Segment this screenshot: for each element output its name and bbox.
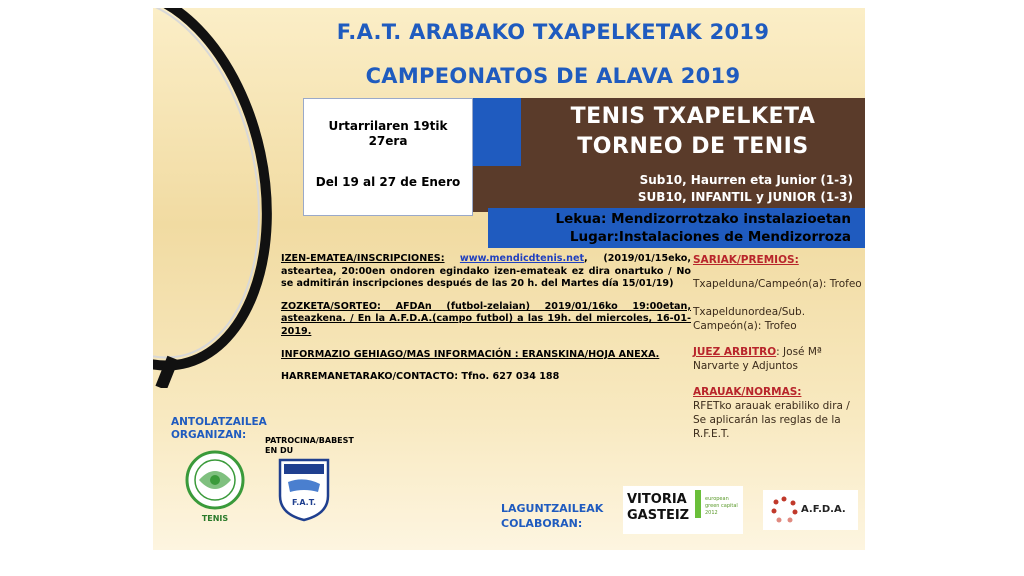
draw-label: ZOZKETA/SORTEO: [281, 300, 381, 312]
blue-accent-block [473, 98, 521, 166]
categories-spanish: SUB10, INFANTIL y JUNIOR (1-3) [637, 190, 853, 204]
categories-basque: Sub10, Haurren eta Junior (1-3) [639, 173, 853, 187]
date-spanish: Del 19 al 27 de Enero [315, 175, 461, 189]
inscriptions-label: IZEN-EMATEA/INSCRIPCIONES: [281, 253, 445, 264]
prize-first: Txapelduna/Campeón(a): Trofeo [693, 278, 862, 290]
vg-logo-tagline: european green capital 2012 [705, 496, 738, 516]
vg-logo-line1: VITORIA [627, 492, 687, 507]
inscriptions-text: , (2019/01/15eko, asteartea, 20:00en ondoren egindako izen-emateak ez dira onartuko / No se admitirán inscripciones después de las 20 h. del Martes día 15/01/19) [281, 253, 691, 290]
title-spanish: CAMPEONATOS DE ALAVA 2019 [365, 64, 741, 88]
rules-text: RFETko arauak erabiliko dira / Se aplicarán las reglas de la R.F.E.T. [693, 400, 850, 440]
date-basque [304, 119, 472, 149]
inscriptions-link[interactable]: www.mendicdtenis.net [459, 253, 585, 264]
collaborators-label-line2: COLABORAN: [501, 517, 583, 530]
draw-text: AFDAn (futbol-zelaian) 2019/01/16ko 19:00etan, asteazkena. / En la A.F.D.A.(campo futbol) a las 19h. del miercoles, 16-01-2019. [281, 300, 691, 337]
info-section [281, 253, 691, 394]
date-basque-line2: 27era [368, 134, 408, 148]
organizers-label [171, 416, 267, 442]
federation-shield-icon [278, 458, 330, 522]
club-logo-text: TENIS [201, 514, 229, 523]
collaborators-label [501, 501, 603, 531]
sponsor-label [265, 436, 354, 456]
draw-paragraph [281, 301, 691, 339]
more-info: INFORMAZIO GEHIAGO/MAS INFORMACIÓN : ERANSKINA/HOJA ANEXA. [281, 348, 660, 360]
organizers-label-line2: ORGANIZAN: [171, 429, 247, 441]
vg-logo-line2: GASTEIZ [627, 508, 690, 523]
vitoria-gasteiz-logo [623, 486, 743, 534]
sponsor-label-line1: PATROCINA/BABEST [265, 436, 354, 445]
prizes-section [693, 253, 863, 441]
federation-logo [278, 458, 330, 522]
contact-info: HARREMANETARAKO/CONTACTO: Tfno. 627 034 188 [281, 371, 560, 383]
afda-logo-text: A.F.D.A. [801, 504, 846, 515]
date-box [303, 98, 473, 216]
sponsor-label-line2: EN DU [265, 446, 294, 455]
tournament-banner [521, 98, 865, 166]
organizers-label-line1: ANTOLATZAILEA [171, 416, 267, 428]
rules-label: ARAUAK/NORMAS: [693, 386, 802, 398]
prizes-heading: SARIAK/PREMIOS: [693, 254, 799, 266]
vg-logo-mark [695, 490, 701, 518]
club-logo [181, 448, 249, 528]
categories-banner [473, 166, 865, 212]
location-banner [488, 208, 865, 248]
federation-logo-text: F.A.T. [292, 498, 316, 507]
prize-second: Txapeldunordea/Sub. Campeón(a): Trofeo [693, 306, 806, 332]
date-basque-line1: Urtarrilaren 19tik [328, 119, 448, 133]
location-spanish: Lugar:Instalaciones de Mendizorroza [569, 229, 851, 245]
afda-logo [763, 490, 858, 530]
collaborators-label-line1: LAGUNTZAILEAK [501, 502, 604, 515]
tournament-name-basque: TENIS TXAPELKETA [570, 104, 816, 129]
inscriptions-paragraph [281, 253, 691, 291]
poster [153, 8, 865, 550]
afda-dots-icon [769, 495, 799, 525]
referee-label: JUEZ ARBITRO [693, 346, 777, 358]
tournament-name-spanish: TORNEO DE TENIS [577, 134, 809, 159]
referee-text: : José Mª Narvarte y Adjuntos [693, 346, 822, 372]
title-basque: F.A.T. ARABAKO TXAPELKETAK 2019 [336, 20, 770, 44]
location-basque: Lekua: Mendizorrotzako instalazioetan [555, 211, 851, 227]
